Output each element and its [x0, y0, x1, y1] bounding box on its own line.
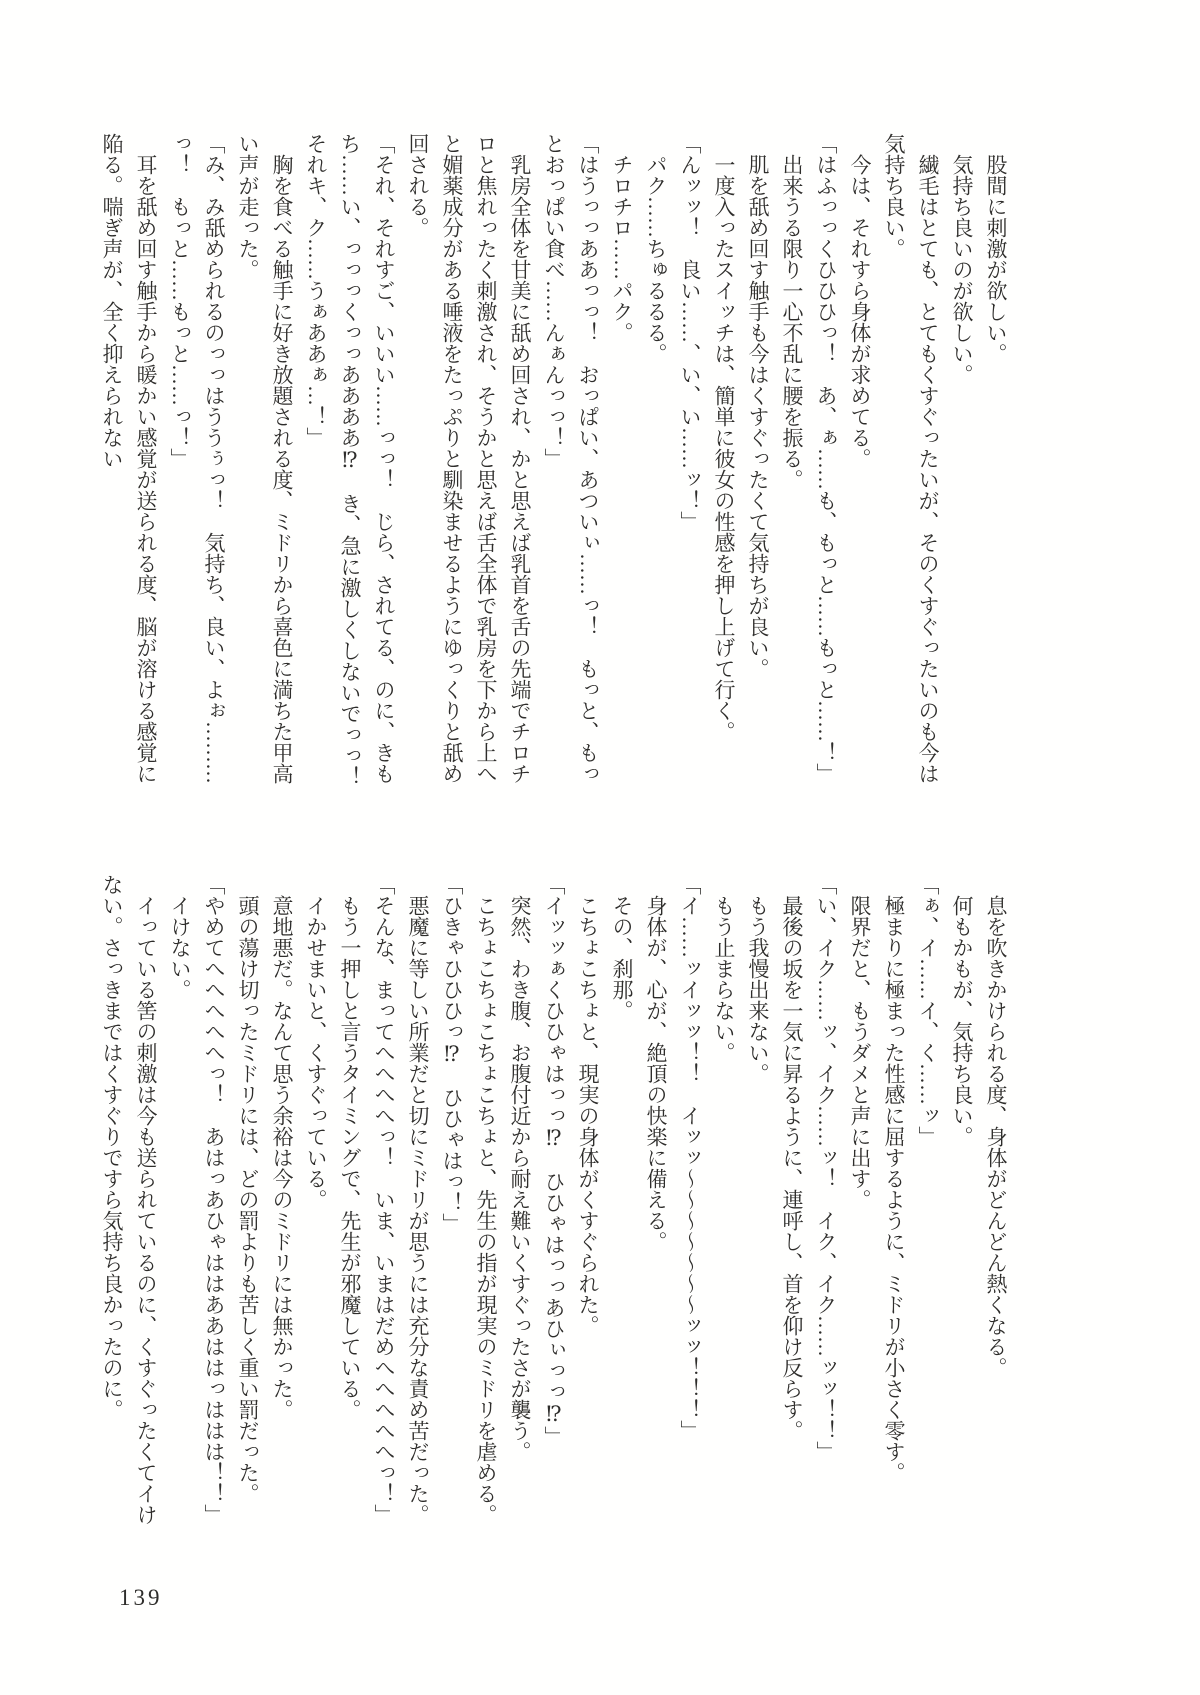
dialogue-paragraph: 「ひきゃひひひっ⁉ ひひゃはっ！」	[440, 874, 464, 1234]
dialogue-paragraph: 「それ、それすご、いいい……っっ！ じら、されてる、のに、きもち……い、っっっくっっああああ⁉ き、急に激しくしないでっっ！それキ、ク……うぁああぁ…！」	[304, 133, 396, 787]
narration-paragraph: もう我慢出来ない。	[746, 895, 770, 1084]
narration-paragraph: 限界だと、もうダメと声に出す。	[848, 895, 872, 1210]
narration-paragraph: 一度入ったスイッチは、簡単に彼女の性感を押し上げて行く。	[712, 154, 736, 742]
dialogue-paragraph: 「やめてへへへへへっ！ あはっあひゃははああははっははは！！」	[202, 874, 226, 1525]
narration-paragraph: パク……ちゅるるる。	[644, 154, 668, 364]
narration-paragraph: 何もかもが、気持ち良い。	[950, 895, 974, 1147]
dialogue-paragraph: 「み、み舐められるのっっはううぅっ！ 気持ち、良い、よぉ………っ！ もっと……もっと……っ！」	[168, 133, 226, 784]
narration-paragraph: こちょこちょと、現実の身体がくすぐられた。	[576, 895, 600, 1336]
dialogue-paragraph: 「イ……ッイッッ！！ イッッ～～～～～～～ッッ！！！」	[678, 874, 702, 1441]
narration-paragraph: 最後の坂を一気に昇るように、連呼し、首を仰け反らす。	[780, 895, 804, 1441]
narration-paragraph: 肌を舐め回す触手も今はくすぐったくて気持ちが良い。	[746, 154, 770, 679]
narration-paragraph: 身体が、心が、絶頂の快楽に備える。	[644, 895, 668, 1252]
narration-paragraph: 胸を食べる触手に好き放題される度、ミドリから喜色に満ちた甲高い声が走った。	[236, 133, 294, 784]
narration-paragraph: もう一押しと言うタイミングで、先生が邪魔している。	[338, 895, 362, 1420]
lower-text-block	[95, 874, 1013, 1529]
narration-paragraph: こちょこちょこちょこちょと、先生の指が現実のミドリを虐める。	[474, 895, 498, 1525]
narration-paragraph: その、刹那。	[610, 895, 634, 1021]
narration-paragraph: 息を吹きかけられる度、身体がどんどん熱くなる。	[984, 895, 1008, 1378]
narration-paragraph: 出来うる限り一心不乱に腰を振る。	[780, 154, 804, 490]
dialogue-paragraph: 「ぁ、イ……イ、く……ッ」	[916, 874, 940, 1147]
narration-paragraph: 今は、それすら身体が求めてる。	[848, 154, 872, 469]
narration-paragraph: 股間に刺激が欲しい。	[984, 154, 1008, 364]
dialogue-paragraph: 「んッッ！ 良い……、い、い……ッ！」	[678, 133, 702, 532]
narration-paragraph: 繊毛はとても、とてもくすぐったいが、そのくすぐったいのも今は気持ち良い。	[882, 133, 940, 784]
narration-paragraph: イっている筈の刺激は今も送られているのに、くすぐったくてイけない。さっきまではくすぐりですら気持ち良かったのに。	[100, 874, 158, 1525]
dialogue-paragraph: 「はうっっああっっ！ おっぱい、あついぃ……っ！ もっと、もっとおっぱい食べ……んぁんっっ！」	[542, 133, 600, 784]
narration-paragraph: 乳房全体を甘美に舐め回され、かと思えば乳首を舌の先端でチロチロと焦れったく刺激され、そうかと思えば舌全体で乳房を下から上へと媚薬成分がある唾液をたっぷりと馴染ませるようにゆっくりと舐め回される。	[406, 133, 532, 784]
narration-paragraph: 耳を舐め回す触手から暖かい感覚が送られる度、脳が溶ける感覚に陥る。喘ぎ声が、全く抑えられない	[100, 133, 158, 784]
narration-paragraph: 極まりに極まった性感に屈するように、ミドリが小さく零す。	[882, 895, 906, 1483]
narration-paragraph: 悪魔に等しい所業だと切にミドリが思うには充分な責め苦だった。	[406, 895, 430, 1525]
dialogue-paragraph: 「イッッぁくひひゃはっっ⁉ ひひゃはっっあひぃっっ⁉」	[542, 874, 566, 1447]
narration-paragraph: イけない。	[168, 895, 192, 1000]
narration-paragraph: 突然、わき腹、お腹付近から耐え難いくすぐったさが襲う。	[508, 895, 532, 1462]
dialogue-paragraph: 「はふっっくひひひっ！ あ、ぁ……も、もっと……もっと……！」	[814, 133, 838, 784]
narration-paragraph: 気持ち良いのが欲しい。	[950, 154, 974, 385]
narration-paragraph: チロチロ……パク。	[610, 154, 634, 343]
narration-paragraph: もう止まらない。	[712, 895, 736, 1063]
narration-paragraph: 意地悪だ。なんて思う余裕は今のミドリには無かった。	[270, 895, 294, 1420]
page-number: 139	[119, 1585, 163, 1610]
dialogue-paragraph: 「そんな、まってへへへへっ！ いま、いまはだめへへへへへっ！」	[372, 874, 396, 1525]
narration-paragraph: 頭の蕩け切ったミドリには、どの罰よりも苦しく重い罰だった。	[236, 895, 260, 1504]
dialogue-paragraph: 「い、イク……ッ、イク……ッ！ イク、イク……ッッ！！」	[814, 874, 838, 1462]
narration-paragraph: イかせまいと、くすぐっている。	[304, 895, 328, 1210]
upper-text-block	[95, 133, 1013, 788]
